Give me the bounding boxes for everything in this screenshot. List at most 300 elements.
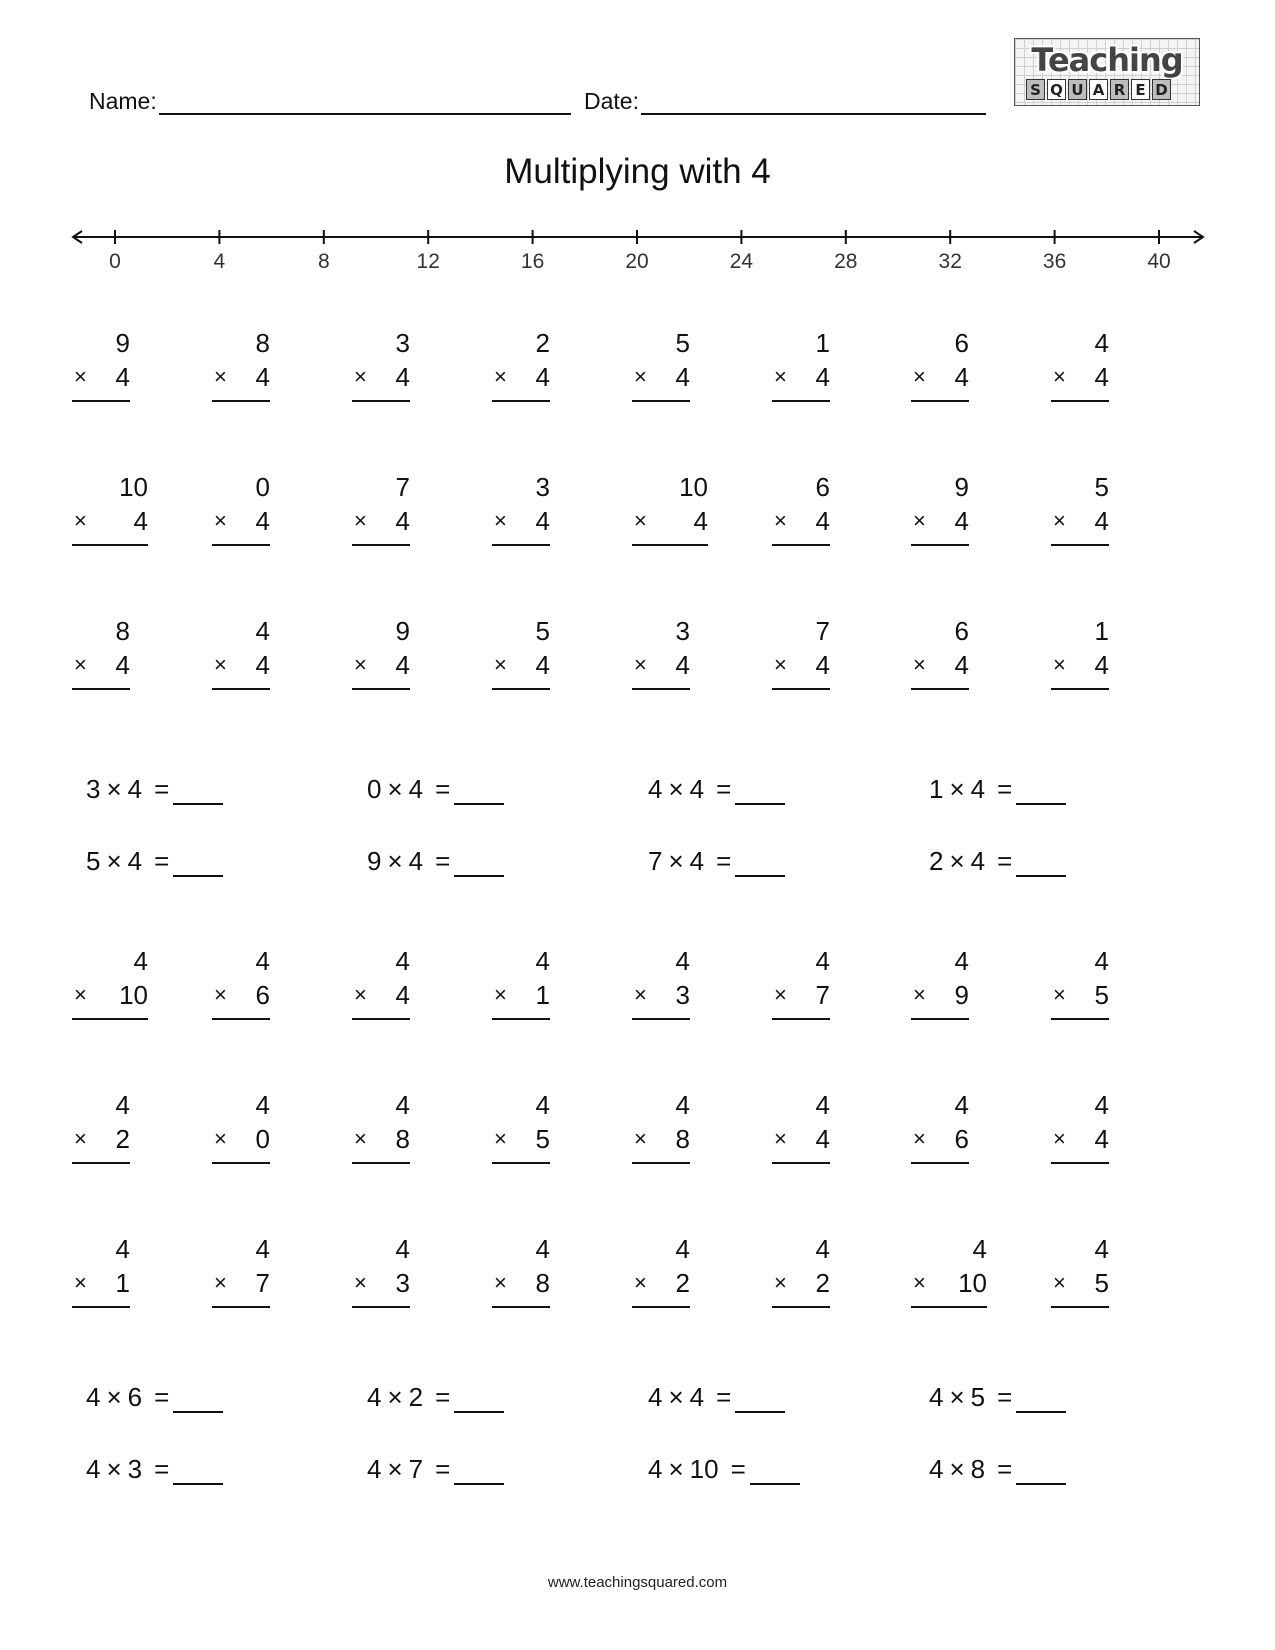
- times-sign: ×: [214, 508, 227, 533]
- multiplier: 1: [115, 1268, 130, 1298]
- vertical-problem[interactable]: [72, 1088, 130, 1164]
- number-line-tick-label: 12: [416, 250, 440, 273]
- equals-sign: =: [716, 774, 732, 804]
- answer-blank[interactable]: [454, 847, 504, 877]
- horizontal-problem[interactable]: [367, 774, 504, 805]
- factor-b: 3: [127, 1454, 143, 1484]
- vertical-problem[interactable]: [632, 614, 690, 690]
- equals-sign: =: [154, 846, 170, 876]
- times-sign: ×: [214, 1270, 227, 1295]
- horizontal-problem[interactable]: [367, 1382, 504, 1413]
- multiplier-line: [1051, 1266, 1109, 1308]
- multiplier-line: [772, 978, 830, 1020]
- factor-b: 8: [970, 1454, 986, 1484]
- factor-b: 4: [970, 774, 986, 804]
- multiplicand: 8: [255, 328, 270, 358]
- vertical-problem[interactable]: [492, 470, 550, 546]
- multiplier: 4: [255, 650, 270, 680]
- times-sign: ×: [774, 982, 787, 1007]
- vertical-problem[interactable]: [632, 326, 690, 402]
- vertical-problem[interactable]: [1051, 470, 1109, 546]
- horizontal-problem[interactable]: [367, 1454, 504, 1485]
- multiplicand: 6: [815, 472, 830, 502]
- multiplicand: 1: [1094, 616, 1109, 646]
- multiplicand: 4: [115, 1090, 130, 1120]
- factor-b: 4: [408, 774, 424, 804]
- vertical-problem[interactable]: [72, 944, 148, 1020]
- factor-a: 0: [367, 774, 382, 804]
- multiplicand: 4: [255, 1090, 270, 1120]
- multiplicand: 7: [395, 472, 410, 502]
- times-sign: ×: [354, 1126, 367, 1151]
- multiplicand: 4: [395, 1234, 410, 1264]
- multiplicand: 4: [535, 946, 550, 976]
- times-sign: ×: [774, 508, 787, 533]
- multiplier: 10: [119, 980, 148, 1010]
- multiplier-line: [772, 504, 830, 546]
- times-sign: ×: [387, 1454, 403, 1484]
- answer-blank[interactable]: [1016, 847, 1066, 877]
- horizontal-problem[interactable]: [86, 774, 223, 805]
- factor-a: 4: [648, 1454, 663, 1484]
- times-sign: ×: [74, 364, 87, 389]
- multiplier: 4: [1094, 650, 1109, 680]
- multiplier: 4: [675, 362, 690, 392]
- times-sign: ×: [774, 1270, 787, 1295]
- equals-sign: =: [435, 846, 451, 876]
- multiplier-line: [352, 648, 410, 690]
- multiplicand: 7: [815, 616, 830, 646]
- multiplier: 4: [395, 980, 410, 1010]
- factor-b: 4: [689, 1382, 705, 1412]
- equals-sign: =: [997, 1454, 1013, 1484]
- multiplier-line: [772, 648, 830, 690]
- times-sign: ×: [1053, 1270, 1066, 1295]
- vertical-problem[interactable]: [1051, 614, 1109, 690]
- times-sign: ×: [1053, 508, 1066, 533]
- answer-blank[interactable]: [454, 1455, 504, 1485]
- answer-blank[interactable]: [173, 1455, 223, 1485]
- teaching-squared-logo: [1014, 38, 1200, 106]
- multiplier: 4: [535, 650, 550, 680]
- times-sign: ×: [214, 1126, 227, 1151]
- horizontal-problem[interactable]: [648, 774, 785, 805]
- multiplier: 6: [954, 1124, 969, 1154]
- times-sign: ×: [668, 1454, 684, 1484]
- multiplicand: 6: [954, 328, 969, 358]
- number-line-tick-label: 8: [317, 250, 330, 273]
- multiplicand: 4: [675, 1090, 690, 1120]
- logo-word: Teaching: [1031, 41, 1183, 79]
- factor-b: 4: [689, 774, 705, 804]
- answer-blank[interactable]: [735, 775, 785, 805]
- number-line-tick-label: 36: [1042, 250, 1067, 273]
- multiplicand: 10: [679, 472, 708, 502]
- answer-blank[interactable]: [1016, 1455, 1066, 1485]
- times-sign: ×: [913, 982, 926, 1007]
- horizontal-problem[interactable]: [929, 1382, 1066, 1413]
- times-sign: ×: [634, 652, 647, 677]
- multiplicand: 3: [535, 472, 550, 502]
- logo-letter: D: [1152, 79, 1171, 100]
- factor-a: 4: [86, 1382, 101, 1412]
- vertical-problem[interactable]: [72, 614, 130, 690]
- horizontal-problem[interactable]: [86, 1382, 223, 1413]
- multiplier: 8: [395, 1124, 410, 1154]
- multiplicand: 4: [395, 946, 410, 976]
- multiplier: 4: [535, 362, 550, 392]
- times-sign: ×: [668, 1382, 684, 1412]
- number-line-tick-label: 20: [625, 250, 649, 273]
- multiplier-line: [212, 1122, 270, 1164]
- vertical-problem[interactable]: [632, 1232, 690, 1308]
- multiplier: 7: [255, 1268, 270, 1298]
- vertical-problem[interactable]: [492, 944, 550, 1020]
- vertical-problem[interactable]: [492, 1232, 550, 1308]
- multiplier: 5: [535, 1124, 550, 1154]
- vertical-problem[interactable]: [772, 1088, 830, 1164]
- multiplier-line: [772, 360, 830, 402]
- multiplicand: 4: [255, 616, 270, 646]
- times-sign: ×: [106, 1382, 122, 1412]
- horizontal-problem[interactable]: [648, 846, 785, 877]
- multiplier: 4: [954, 506, 969, 536]
- equals-sign: =: [435, 1454, 451, 1484]
- vertical-problem[interactable]: [632, 470, 708, 546]
- multiplier-line: [72, 1266, 130, 1308]
- horizontal-problem[interactable]: [648, 1382, 785, 1413]
- horizontal-problem[interactable]: [367, 846, 504, 877]
- multiplier-line: [1051, 1122, 1109, 1164]
- times-sign: ×: [387, 846, 403, 876]
- multiplicand: 4: [954, 1090, 969, 1120]
- vertical-problem[interactable]: [492, 1088, 550, 1164]
- multiplicand: 4: [255, 1234, 270, 1264]
- equals-sign: =: [435, 774, 451, 804]
- times-sign: ×: [634, 364, 647, 389]
- times-sign: ×: [634, 508, 647, 533]
- multiplier: 3: [675, 980, 690, 1010]
- multiplicand: 9: [395, 616, 410, 646]
- factor-a: 4: [367, 1382, 382, 1412]
- vertical-problem[interactable]: [632, 1088, 690, 1164]
- vertical-problem[interactable]: [772, 470, 830, 546]
- multiplier: 4: [395, 650, 410, 680]
- factor-a: 4: [367, 1454, 382, 1484]
- equals-sign: =: [435, 1382, 451, 1412]
- vertical-problem[interactable]: [72, 326, 130, 402]
- multiplier: 4: [954, 650, 969, 680]
- multiplier: 4: [815, 362, 830, 392]
- multiplier: 4: [395, 506, 410, 536]
- logo-letter: U: [1068, 79, 1087, 100]
- logo-letter: R: [1110, 79, 1129, 100]
- multiplier-line: [911, 504, 969, 546]
- multiplier-line: [492, 1266, 550, 1308]
- multiplicand: 4: [133, 946, 148, 976]
- times-sign: ×: [494, 508, 507, 533]
- multiplicand: 4: [675, 946, 690, 976]
- multiplier-line: [911, 1122, 969, 1164]
- times-sign: ×: [387, 1382, 403, 1412]
- answer-blank[interactable]: [735, 847, 785, 877]
- vertical-problem[interactable]: [212, 944, 270, 1020]
- multiplicand: 4: [395, 1090, 410, 1120]
- factor-a: 4: [929, 1382, 944, 1412]
- factor-a: 2: [929, 846, 944, 876]
- multiplier: 4: [815, 650, 830, 680]
- times-sign: ×: [913, 652, 926, 677]
- number-line-tick-label: 24: [729, 250, 754, 273]
- multiplier: 3: [395, 1268, 410, 1298]
- multiplier: 5: [1094, 1268, 1109, 1298]
- times-sign: ×: [774, 652, 787, 677]
- horizontal-problem[interactable]: [929, 846, 1066, 877]
- times-sign: ×: [913, 1126, 926, 1151]
- multiplicand: 4: [954, 946, 969, 976]
- times-sign: ×: [949, 1454, 965, 1484]
- multiplier-line: [1051, 504, 1109, 546]
- multiplier: 6: [255, 980, 270, 1010]
- multiplier: 2: [815, 1268, 830, 1298]
- multiplier-line: [352, 1266, 410, 1308]
- multiplier-line: [632, 360, 690, 402]
- factor-b: 4: [689, 846, 705, 876]
- equals-sign: =: [997, 846, 1013, 876]
- vertical-problem[interactable]: [352, 944, 410, 1020]
- times-sign: ×: [354, 364, 367, 389]
- multiplier: 4: [535, 506, 550, 536]
- answer-blank[interactable]: [454, 1383, 504, 1413]
- multiplier: 4: [954, 362, 969, 392]
- vertical-problem[interactable]: [911, 1088, 969, 1164]
- horizontal-problem[interactable]: [929, 774, 1066, 805]
- times-sign: ×: [74, 1270, 87, 1295]
- times-sign: ×: [74, 652, 87, 677]
- multiplier-line: [632, 1266, 690, 1308]
- vertical-problem[interactable]: [72, 470, 148, 546]
- vertical-problem[interactable]: [492, 326, 550, 402]
- multiplier-line: [492, 1122, 550, 1164]
- horizontal-problem[interactable]: [929, 1454, 1066, 1485]
- factor-b: 5: [970, 1382, 986, 1412]
- times-sign: ×: [949, 846, 965, 876]
- multiplier: 9: [954, 980, 969, 1010]
- multiplier: 4: [133, 506, 148, 536]
- vertical-problem[interactable]: [72, 1232, 130, 1308]
- times-sign: ×: [1053, 652, 1066, 677]
- equals-sign: =: [997, 1382, 1013, 1412]
- multiplier-line: [1051, 648, 1109, 690]
- logo-letter: Q: [1047, 79, 1066, 100]
- vertical-problem[interactable]: [632, 944, 690, 1020]
- vertical-problem[interactable]: [212, 614, 270, 690]
- multiplicand: 0: [255, 472, 270, 502]
- horizontal-problem[interactable]: [86, 846, 223, 877]
- horizontal-problem[interactable]: [648, 1454, 800, 1485]
- multiplicand: 5: [675, 328, 690, 358]
- multiplier-line: [632, 978, 690, 1020]
- times-sign: ×: [214, 982, 227, 1007]
- logo-letter: E: [1131, 79, 1150, 100]
- multiplier: 10: [958, 1268, 987, 1298]
- factor-b: 2: [408, 1382, 424, 1412]
- multiplier: 4: [1094, 506, 1109, 536]
- vertical-problem[interactable]: [212, 470, 270, 546]
- horizontal-problem[interactable]: [86, 1454, 223, 1485]
- factor-b: 4: [127, 774, 143, 804]
- factor-a: 5: [86, 846, 101, 876]
- vertical-problem[interactable]: [772, 614, 830, 690]
- vertical-problem[interactable]: [352, 326, 410, 402]
- vertical-problem[interactable]: [1051, 944, 1109, 1020]
- answer-blank[interactable]: [173, 775, 223, 805]
- factor-b: 10: [689, 1454, 719, 1484]
- times-sign: ×: [354, 652, 367, 677]
- times-sign: ×: [494, 652, 507, 677]
- vertical-problem[interactable]: [911, 1232, 987, 1308]
- times-sign: ×: [106, 1454, 122, 1484]
- factor-a: 3: [86, 774, 101, 804]
- times-sign: ×: [74, 508, 87, 533]
- date-blank[interactable]: [641, 91, 986, 115]
- answer-blank[interactable]: [173, 847, 223, 877]
- multiplier: 7: [815, 980, 830, 1010]
- answer-blank[interactable]: [454, 775, 504, 805]
- name-label: Name:: [89, 88, 157, 114]
- answer-blank[interactable]: [750, 1455, 800, 1485]
- answer-blank[interactable]: [173, 1383, 223, 1413]
- vertical-problem[interactable]: [1051, 1232, 1109, 1308]
- times-sign: ×: [354, 508, 367, 533]
- multiplier-line: [72, 1122, 130, 1164]
- multiplier-line: [212, 648, 270, 690]
- vertical-problem[interactable]: [352, 1088, 410, 1164]
- vertical-problem[interactable]: [212, 326, 270, 402]
- multiplier-line: [1051, 978, 1109, 1020]
- vertical-problem[interactable]: [772, 326, 830, 402]
- multiplier-line: [632, 648, 690, 690]
- answer-blank[interactable]: [735, 1383, 785, 1413]
- multiplier-line: [772, 1266, 830, 1308]
- multiplicand: 4: [972, 1234, 987, 1264]
- page-title: Multiplying with 4: [504, 152, 771, 191]
- multiplier-line: [72, 504, 148, 546]
- equals-sign: =: [997, 774, 1013, 804]
- times-sign: ×: [354, 982, 367, 1007]
- date-label: Date:: [584, 88, 639, 114]
- factor-a: 4: [648, 1382, 663, 1412]
- vertical-problem[interactable]: [212, 1088, 270, 1164]
- vertical-problem[interactable]: [1051, 326, 1109, 402]
- multiplier-line: [72, 360, 130, 402]
- multiplicand: 4: [815, 946, 830, 976]
- multiplier: 4: [815, 506, 830, 536]
- name-blank[interactable]: [159, 91, 571, 115]
- multiplicand: 4: [815, 1234, 830, 1264]
- multiplicand: 8: [115, 616, 130, 646]
- factor-a: 9: [367, 846, 382, 876]
- multiplier: 4: [1094, 1124, 1109, 1154]
- multiplier: 0: [255, 1124, 270, 1154]
- vertical-problem[interactable]: [911, 470, 969, 546]
- name-field[interactable]: [89, 88, 571, 115]
- equals-sign: =: [716, 846, 732, 876]
- multiplier-line: [492, 360, 550, 402]
- multiplier: 4: [115, 650, 130, 680]
- vertical-problem[interactable]: [911, 326, 969, 402]
- multiplier-line: [772, 1122, 830, 1164]
- factor-b: 4: [127, 846, 143, 876]
- vertical-problem[interactable]: [911, 614, 969, 690]
- multiplier-line: [911, 978, 969, 1020]
- number-line-tick-label: 28: [834, 250, 858, 273]
- multiplier-line: [632, 1122, 690, 1164]
- times-sign: ×: [949, 1382, 965, 1412]
- vertical-problem[interactable]: [772, 1232, 830, 1308]
- vertical-problem[interactable]: [212, 1232, 270, 1308]
- times-sign: ×: [913, 1270, 926, 1295]
- vertical-problem[interactable]: [352, 614, 410, 690]
- factor-b: 4: [970, 846, 986, 876]
- times-sign: ×: [1053, 1126, 1066, 1151]
- times-sign: ×: [774, 1126, 787, 1151]
- multiplicand: 1: [815, 328, 830, 358]
- factor-b: 6: [127, 1382, 143, 1412]
- multiplicand: 4: [815, 1090, 830, 1120]
- answer-blank[interactable]: [1016, 775, 1066, 805]
- multiplier-line: [72, 978, 148, 1020]
- multiplier-line: [212, 978, 270, 1020]
- multiplicand: 4: [535, 1234, 550, 1264]
- multiplicand: 9: [954, 472, 969, 502]
- multiplier: 4: [255, 506, 270, 536]
- multiplier: 2: [675, 1268, 690, 1298]
- logo-letter: A: [1089, 79, 1108, 100]
- answer-blank[interactable]: [1016, 1383, 1066, 1413]
- factor-a: 4: [929, 1454, 944, 1484]
- multiplicand: 4: [1094, 1234, 1109, 1264]
- multiplicand: 5: [535, 616, 550, 646]
- number-line-tick-label: 32: [938, 250, 962, 273]
- vertical-problem[interactable]: [772, 944, 830, 1020]
- times-sign: ×: [634, 1270, 647, 1295]
- multiplicand: 4: [1094, 328, 1109, 358]
- multiplicand: 3: [395, 328, 410, 358]
- multiplier: 4: [255, 362, 270, 392]
- multiplier-line: [212, 360, 270, 402]
- multiplier-line: [492, 504, 550, 546]
- times-sign: ×: [774, 364, 787, 389]
- vertical-problem[interactable]: [1051, 1088, 1109, 1164]
- date-field[interactable]: [584, 88, 986, 115]
- multiplier-line: [352, 360, 410, 402]
- factor-a: 7: [648, 846, 663, 876]
- multiplier-line: [1051, 360, 1109, 402]
- multiplier-line: [492, 648, 550, 690]
- multiplicand: 4: [115, 1234, 130, 1264]
- number-line-tick-label: 4: [213, 250, 226, 273]
- vertical-problem[interactable]: [492, 614, 550, 690]
- multiplier-line: [492, 978, 550, 1020]
- multiplicand: 3: [675, 616, 690, 646]
- vertical-problem[interactable]: [352, 470, 410, 546]
- times-sign: ×: [106, 846, 122, 876]
- multiplier-line: [212, 504, 270, 546]
- vertical-problem[interactable]: [352, 1232, 410, 1308]
- times-sign: ×: [913, 508, 926, 533]
- vertical-problem[interactable]: [911, 944, 969, 1020]
